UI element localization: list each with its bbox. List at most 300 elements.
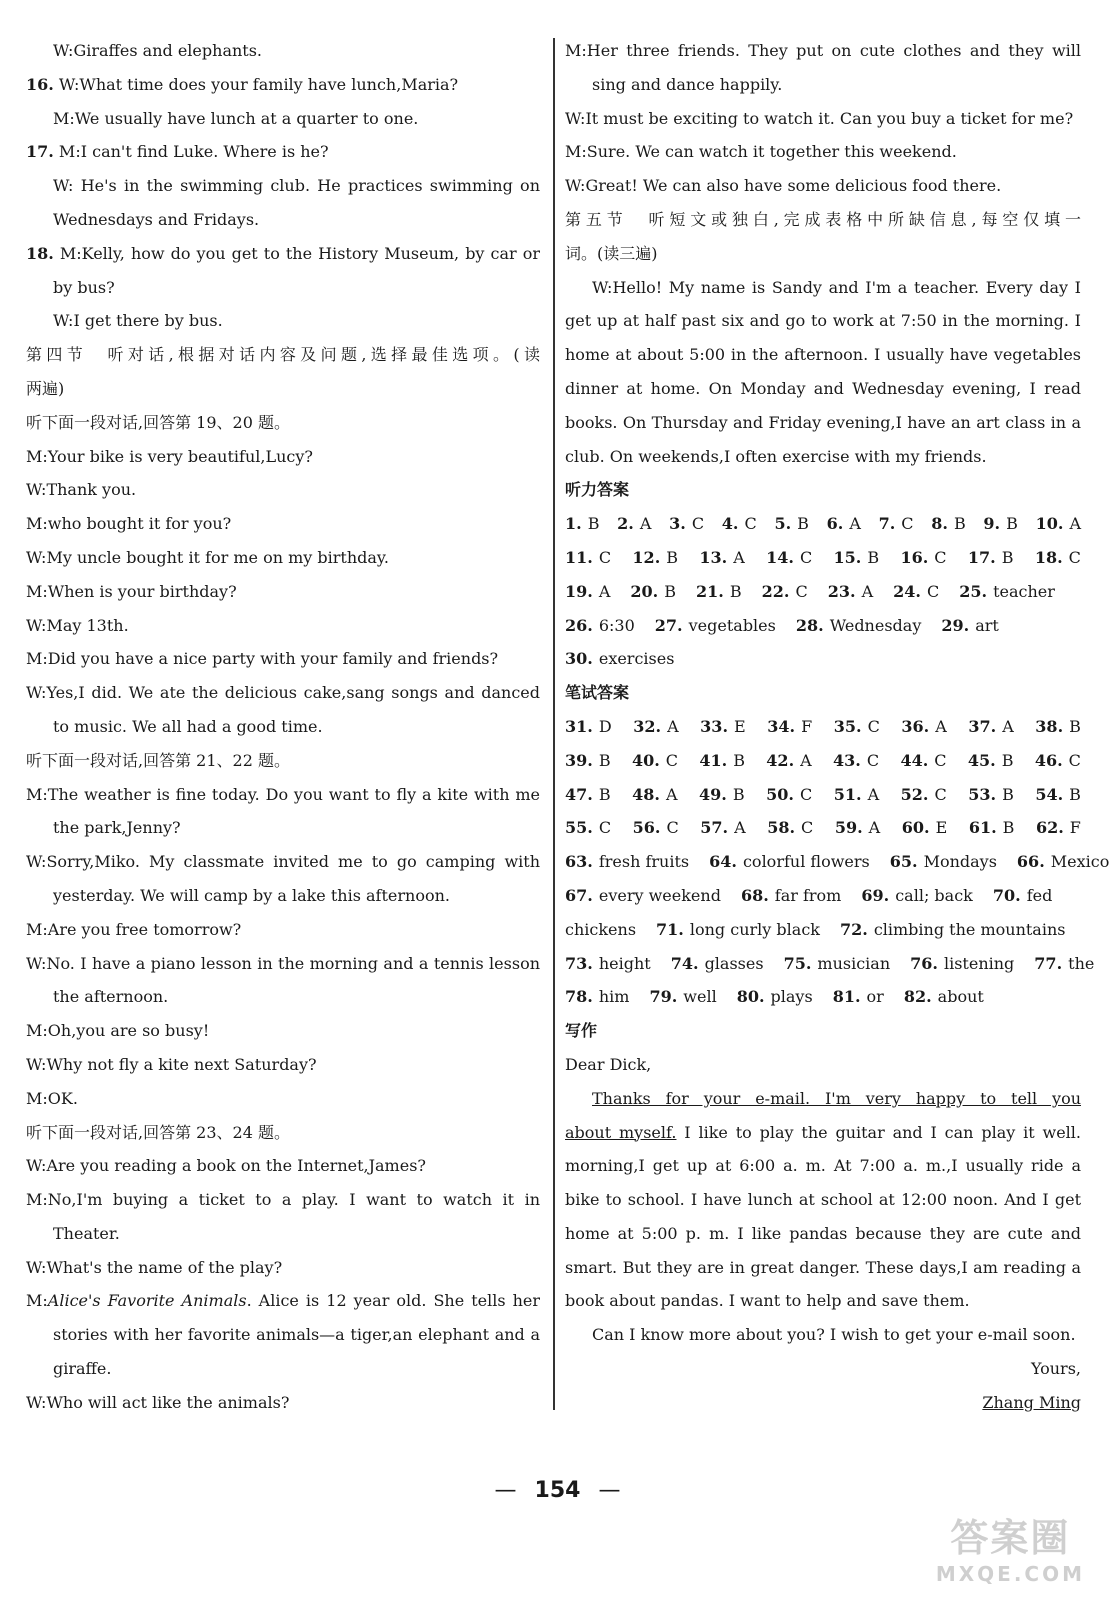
line-text: M:Her three friends. They put on cute clothes and they will <box>565 41 1081 60</box>
letter-line: morning,I get up at 6:00 a. m. At 7:00 a. m.,I usually ride a <box>565 1156 1081 1176</box>
answer-value: Mondays <box>923 852 997 872</box>
letter-signature <box>565 1386 1081 1420</box>
answer-value: long curly black <box>689 919 820 939</box>
answer-number: 8. <box>931 514 948 534</box>
answer-item <box>840 913 1066 947</box>
answer-item <box>656 913 820 947</box>
answer-value: D <box>598 716 612 736</box>
line-text: W:Are you reading a book on the Internet,James? <box>26 1156 426 1176</box>
answer-number: 71. <box>656 919 684 939</box>
answer-number: 65. <box>889 852 918 872</box>
letter-line-2: I like to play the guitar and I can play it well. <box>684 1122 1081 1142</box>
answer-value: C <box>799 784 813 804</box>
line-text: M:Did you have a nice party with your family and friends? <box>26 649 499 669</box>
answer-item <box>901 778 947 812</box>
answer-value: A <box>861 581 874 601</box>
letter-line <box>565 1082 1081 1116</box>
answer-item <box>632 778 677 812</box>
answer-item <box>762 575 808 609</box>
answer-value: C <box>665 750 679 770</box>
answer-number: 49. <box>699 784 727 804</box>
line-text: giraffe. <box>53 1359 112 1379</box>
listening-script-continued <box>565 34 1081 473</box>
answer-value: C <box>598 547 612 567</box>
letter-yours: Yours, <box>1030 1359 1081 1379</box>
line-text: 听下面一段对话,回答第 23、24 题。 <box>26 1122 290 1142</box>
answer-value: climbing the mountains <box>873 919 1066 939</box>
answer-number: 38. <box>1035 716 1064 736</box>
answer-item <box>565 575 610 609</box>
line-text: the afternoon. <box>53 987 169 1007</box>
text-line <box>26 440 540 474</box>
answer-number: 75. <box>783 953 812 973</box>
letter-line: bike to school. I have lunch at school at 12:00 noon. And I get <box>565 1190 1081 1210</box>
answer-item <box>1036 811 1081 845</box>
answer-item <box>700 710 746 744</box>
text-line <box>26 575 540 609</box>
text-line <box>26 1217 540 1251</box>
text-line <box>565 237 1081 271</box>
line-text: W:Giraffes and elephants. <box>53 41 263 60</box>
answer-number: 29. <box>941 615 970 635</box>
answer-value: B <box>1002 818 1015 838</box>
text-line <box>26 203 540 237</box>
answer-number: 32. <box>633 716 662 736</box>
answer-value: B <box>1069 716 1081 736</box>
question-number: 16. <box>26 74 54 94</box>
line-text: W:May 13th. <box>26 615 129 635</box>
answer-number: 1. <box>565 514 582 534</box>
answer-value: B <box>1069 784 1081 804</box>
answer-item <box>633 710 678 744</box>
answer-number: 2. <box>617 514 634 534</box>
answer-value: C <box>934 750 947 770</box>
line-text: by bus? <box>53 277 115 297</box>
answer-item <box>861 879 973 913</box>
answer-item <box>833 980 884 1014</box>
line-text: W:No. I have a piano lesson in the morning and a tennis lesson <box>26 953 540 973</box>
text-line <box>565 372 1081 406</box>
answer-item <box>565 811 611 845</box>
text-line <box>26 473 540 507</box>
line-text: W:Yes,I did. We ate the delicious cake,sang songs and danced <box>26 683 540 703</box>
written-answers <box>565 710 1110 1014</box>
answer-row <box>565 845 1110 879</box>
answer-number: 68. <box>740 885 769 905</box>
answer-value: B <box>1002 784 1014 804</box>
answer-value: C <box>934 784 947 804</box>
left-column <box>26 34 540 1420</box>
answer-row <box>565 778 1081 812</box>
answer-item <box>968 778 1014 812</box>
line-text: 听下面一段对话,回答第 21、22 题。 <box>26 750 290 770</box>
answer-value: C <box>926 581 940 601</box>
answer-item <box>671 947 764 981</box>
answer-value: the <box>1068 953 1095 973</box>
answer-number: 67. <box>565 885 593 905</box>
answer-value: Mexico <box>1050 852 1110 872</box>
answer-item <box>796 609 922 643</box>
answer-item <box>565 710 612 744</box>
answer-row <box>565 913 1081 947</box>
answer-item <box>565 879 721 913</box>
answer-item <box>1035 710 1081 744</box>
answer-item <box>1035 541 1081 575</box>
answer-row <box>565 879 1081 913</box>
answer-number: 27. <box>654 615 683 635</box>
answer-number: 35. <box>833 716 862 736</box>
answer-number: 41. <box>699 750 728 770</box>
line-text: 第四节 听对话,根据对话内容及问题,选择最佳选项。(读 <box>26 345 540 365</box>
answer-item <box>709 845 870 879</box>
text-line <box>26 1048 540 1082</box>
answer-value: B <box>729 581 742 601</box>
answer-value: listening <box>943 953 1015 973</box>
answer-item <box>835 811 880 845</box>
answer-item <box>649 980 716 1014</box>
text-line <box>565 440 1081 474</box>
text-line <box>26 609 540 643</box>
line-text: M:We usually have lunch at a quarter to one. <box>53 108 419 128</box>
text-line <box>565 304 1081 338</box>
answer-item <box>968 710 1013 744</box>
text-line <box>26 1082 540 1116</box>
answer-item <box>1034 947 1094 981</box>
line-text: W:What time does your family have lunch,Maria? <box>53 74 459 94</box>
answer-item <box>959 575 1055 609</box>
answer-number: 66. <box>1016 852 1045 872</box>
answer-item <box>993 879 1052 913</box>
line-text: home at about 5:00 in the afternoon. I usually have vegetables <box>565 345 1081 365</box>
letter-line: home at 5:00 p. m. I like pandas because they are cute and <box>565 1223 1081 1243</box>
answer-number: 70. <box>992 885 1021 905</box>
answer-value: B <box>953 514 966 534</box>
letter-signature-name: Zhang Ming <box>982 1392 1081 1412</box>
text-line <box>26 237 540 271</box>
answer-number: 73. <box>565 953 593 973</box>
answer-value: E <box>935 818 948 838</box>
answer-value: A <box>639 514 652 534</box>
answer-number: 69. <box>861 885 890 905</box>
answer-value: A <box>1002 716 1014 736</box>
line-text: W:Who will act like the animals? <box>26 1392 290 1412</box>
line-text: 第五节 听短文或独白,完成表格中所缺信息,每空仅填一 <box>565 209 1081 229</box>
text-line <box>565 135 1081 169</box>
answer-item <box>834 541 880 575</box>
answer-item <box>910 947 1014 981</box>
line-text: M:who bought it for you? <box>26 514 232 534</box>
answer-number: 19. <box>565 581 593 601</box>
answer-value: B <box>664 581 677 601</box>
answer-value: A <box>598 581 611 601</box>
answer-row <box>565 744 1081 778</box>
answer-value: fed <box>1026 885 1053 905</box>
answer-item <box>900 541 946 575</box>
answer-value: B <box>867 547 880 567</box>
answer-number: 28. <box>795 615 824 635</box>
text-line <box>26 34 540 68</box>
answer-number: 7. <box>878 514 896 534</box>
answer-number: 44. <box>900 750 929 770</box>
answer-item <box>833 744 879 778</box>
text-line <box>26 1116 540 1150</box>
text-line <box>565 271 1081 305</box>
answer-item <box>565 845 689 879</box>
answer-value: plays <box>770 987 813 1007</box>
text-line <box>26 1284 540 1318</box>
answer-number: 56. <box>632 818 661 838</box>
answer-number: 48. <box>632 784 660 804</box>
answer-value: B <box>797 514 809 534</box>
text-line <box>26 507 540 541</box>
answer-item <box>630 575 676 609</box>
letter-greeting: Dear Dick, <box>565 1054 652 1074</box>
answer-item <box>1017 845 1109 879</box>
answer-item <box>774 507 808 541</box>
line-text: the park,Jenny? <box>53 818 181 838</box>
answer-value: every weekend <box>598 885 721 905</box>
line-text: club. On weekends,I often exercise with my friends. <box>565 446 987 466</box>
answer-number: 9. <box>983 514 1001 534</box>
answer-item <box>766 744 811 778</box>
answer-value: call; back <box>895 885 973 905</box>
answer-value: C <box>598 818 612 838</box>
answer-number: 52. <box>900 784 929 804</box>
line-text: W:I get there by bus. <box>53 311 223 331</box>
text-line <box>26 1352 540 1386</box>
answer-number: 21. <box>696 581 724 601</box>
line-text: M:Oh,you are so busy! <box>26 1021 210 1041</box>
answer-item <box>633 811 679 845</box>
line-text: Wednesdays and Fridays. <box>53 209 260 229</box>
line-text: M:When is your birthday? <box>26 581 237 601</box>
answer-value: exercises <box>598 649 675 669</box>
answer-item <box>784 947 891 981</box>
line-text: sing and dance happily. <box>592 74 783 94</box>
answer-row <box>565 811 1081 845</box>
text-line <box>26 676 540 710</box>
page-number: — 154 — <box>494 1478 621 1503</box>
answer-item <box>968 744 1014 778</box>
answer-value: A <box>733 547 745 567</box>
line-text: M:I can't find Luke. Where is he? <box>53 142 329 162</box>
answer-value: A <box>1069 514 1081 534</box>
answer-value: B <box>598 750 611 770</box>
answer-number: 63. <box>565 852 593 872</box>
line-text: 两遍) <box>26 378 65 398</box>
text-line <box>26 879 540 913</box>
answer-number: 40. <box>631 750 660 770</box>
answer-item <box>1035 778 1081 812</box>
answer-item <box>904 980 984 1014</box>
answer-item <box>699 541 744 575</box>
line-text: W:Hello! My name is Sandy and I'm a teacher. Every day I <box>592 277 1081 297</box>
answer-number: 42. <box>766 750 795 770</box>
answer-number: 55. <box>565 818 593 838</box>
text-line <box>26 642 540 676</box>
answer-item <box>565 507 599 541</box>
answer-item <box>565 744 611 778</box>
line-text: W: He's in the swimming club. He practices swimming on <box>53 176 540 196</box>
answer-item <box>983 507 1017 541</box>
listening-answers <box>565 507 1081 676</box>
answer-item <box>901 710 946 744</box>
answer-item <box>699 778 745 812</box>
watermark-url: MXQE.COM <box>935 1562 1085 1586</box>
text-line <box>565 68 1081 102</box>
answer-item <box>879 507 914 541</box>
letter-closing-line: Can I know more about you? I wish to get your e-mail soon. <box>592 1325 1076 1345</box>
answer-item <box>931 507 965 541</box>
answer-value: F <box>1069 818 1081 838</box>
line-text: M:The weather is fine today. Do you want to fly a kite with me <box>26 784 540 804</box>
answer-item <box>632 541 678 575</box>
answer-value: C <box>866 750 880 770</box>
line-text: W:Why not fly a kite next Saturday? <box>26 1054 317 1074</box>
answer-item <box>902 811 948 845</box>
writing-title: 写作 <box>565 1021 598 1041</box>
answer-item <box>766 778 812 812</box>
answer-number: 60. <box>901 818 930 838</box>
answer-item <box>700 811 745 845</box>
answer-value: B <box>666 547 679 567</box>
answer-number: 45. <box>967 750 996 770</box>
answer-item <box>828 575 873 609</box>
line-text: to music. We all had a good time. <box>53 716 323 736</box>
line-text: get up at half past six and go to work at 7:50 in the morning. I <box>565 311 1081 331</box>
line-text: M:Kelly, how do you get to the History Museum, by car or <box>53 243 540 263</box>
answer-number: 3. <box>669 514 686 534</box>
answer-number: 47. <box>565 784 593 804</box>
text-line <box>565 169 1081 203</box>
play-title: Alice's Favorite Animals <box>47 1291 247 1311</box>
answer-value: A <box>665 784 678 804</box>
answer-number: 79. <box>649 987 678 1007</box>
line-text: W:It must be exciting to watch it. Can you buy a ticket for me? <box>565 108 1074 128</box>
text-line <box>26 947 540 981</box>
answer-item <box>565 980 629 1014</box>
answer-number: 58. <box>767 818 796 838</box>
answer-value: C <box>666 818 679 838</box>
answer-item <box>834 710 880 744</box>
answer-item <box>699 744 745 778</box>
line-text: yesterday. We will camp by a lake this afternoon. <box>53 885 450 905</box>
text-line <box>26 406 540 440</box>
answer-number: 12. <box>632 547 661 567</box>
letter-line: smart. But they are in great danger. These days,I am reading a <box>565 1257 1081 1277</box>
text-line <box>26 338 540 372</box>
answer-item <box>632 744 678 778</box>
answer-value: glasses <box>704 953 764 973</box>
answer-item <box>893 575 939 609</box>
answer-value: art <box>975 615 999 635</box>
answer-number: 20. <box>630 581 659 601</box>
answer-item <box>565 609 635 643</box>
text-line <box>26 1386 540 1420</box>
text-line <box>565 34 1081 68</box>
question-number: 17. <box>26 142 54 162</box>
answer-value: C <box>799 547 813 567</box>
answer-number: 4. <box>721 514 739 534</box>
answer-value: B <box>1001 750 1014 770</box>
answer-number: 82. <box>903 987 932 1007</box>
answer-value: B <box>598 784 611 804</box>
answer-item <box>968 541 1014 575</box>
text-line <box>26 1318 540 1352</box>
answer-number: 11. <box>565 547 593 567</box>
answer-number: 22. <box>761 581 790 601</box>
answer-item <box>565 541 611 575</box>
line-text: W:My uncle bought it for me on my birthday. <box>26 547 389 567</box>
line-text: 听下面一段对话,回答第 19、20 题。 <box>26 412 290 432</box>
answer-number: 62. <box>1035 818 1064 838</box>
line-text: 词。(读三遍) <box>565 243 658 263</box>
answer-value: A <box>868 818 881 838</box>
answer-number: 6. <box>826 514 844 534</box>
answer-item <box>565 913 636 947</box>
text-line <box>565 102 1081 136</box>
text-line <box>26 980 540 1014</box>
answer-item <box>669 507 704 541</box>
answer-value: C <box>901 514 914 534</box>
text-line <box>26 913 540 947</box>
answer-value: or <box>866 987 884 1007</box>
answer-number: 37. <box>968 716 997 736</box>
line-text: W:What's the name of the play? <box>26 1257 283 1277</box>
answer-number: 77. <box>1034 953 1063 973</box>
answer-value: A <box>734 818 746 838</box>
answer-number: 72. <box>839 919 868 939</box>
answer-row <box>565 575 1081 609</box>
answer-number: 54. <box>1035 784 1064 804</box>
line-text: M:Your bike is very beautiful,Lucy? <box>26 446 313 466</box>
answer-item <box>941 609 998 643</box>
answer-item <box>969 811 1015 845</box>
answer-number: 5. <box>774 514 792 534</box>
answer-item <box>766 541 812 575</box>
text-line <box>26 710 540 744</box>
text-line <box>565 203 1081 237</box>
answer-value: A <box>867 784 880 804</box>
answer-value: F <box>801 716 813 736</box>
answer-number: 36. <box>901 716 930 736</box>
text-line <box>565 406 1081 440</box>
answer-number: 14. <box>766 547 794 567</box>
right-column <box>565 34 1110 1420</box>
answer-item <box>696 575 742 609</box>
text-line <box>26 778 540 812</box>
text-line <box>26 845 540 879</box>
answer-value: B <box>733 750 745 770</box>
answer-number: 34. <box>767 716 796 736</box>
answer-number: 53. <box>968 784 997 804</box>
answer-value: C <box>934 547 947 567</box>
answer-number: 24. <box>893 581 921 601</box>
answer-value: about <box>937 987 984 1007</box>
answer-value: E <box>734 716 746 736</box>
answer-item <box>565 642 674 676</box>
watermark-text: 答案圈 <box>950 1516 1071 1560</box>
answer-item <box>767 811 813 845</box>
answer-item <box>1035 744 1081 778</box>
answer-number: 80. <box>736 987 765 1007</box>
question-number: 18. <box>26 243 54 263</box>
line-text: W:Great! We can also have some delicious food there. <box>565 176 1002 196</box>
text-line <box>26 1183 540 1217</box>
answer-value: C <box>691 514 705 534</box>
text-line <box>26 811 540 845</box>
answer-item <box>565 947 651 981</box>
